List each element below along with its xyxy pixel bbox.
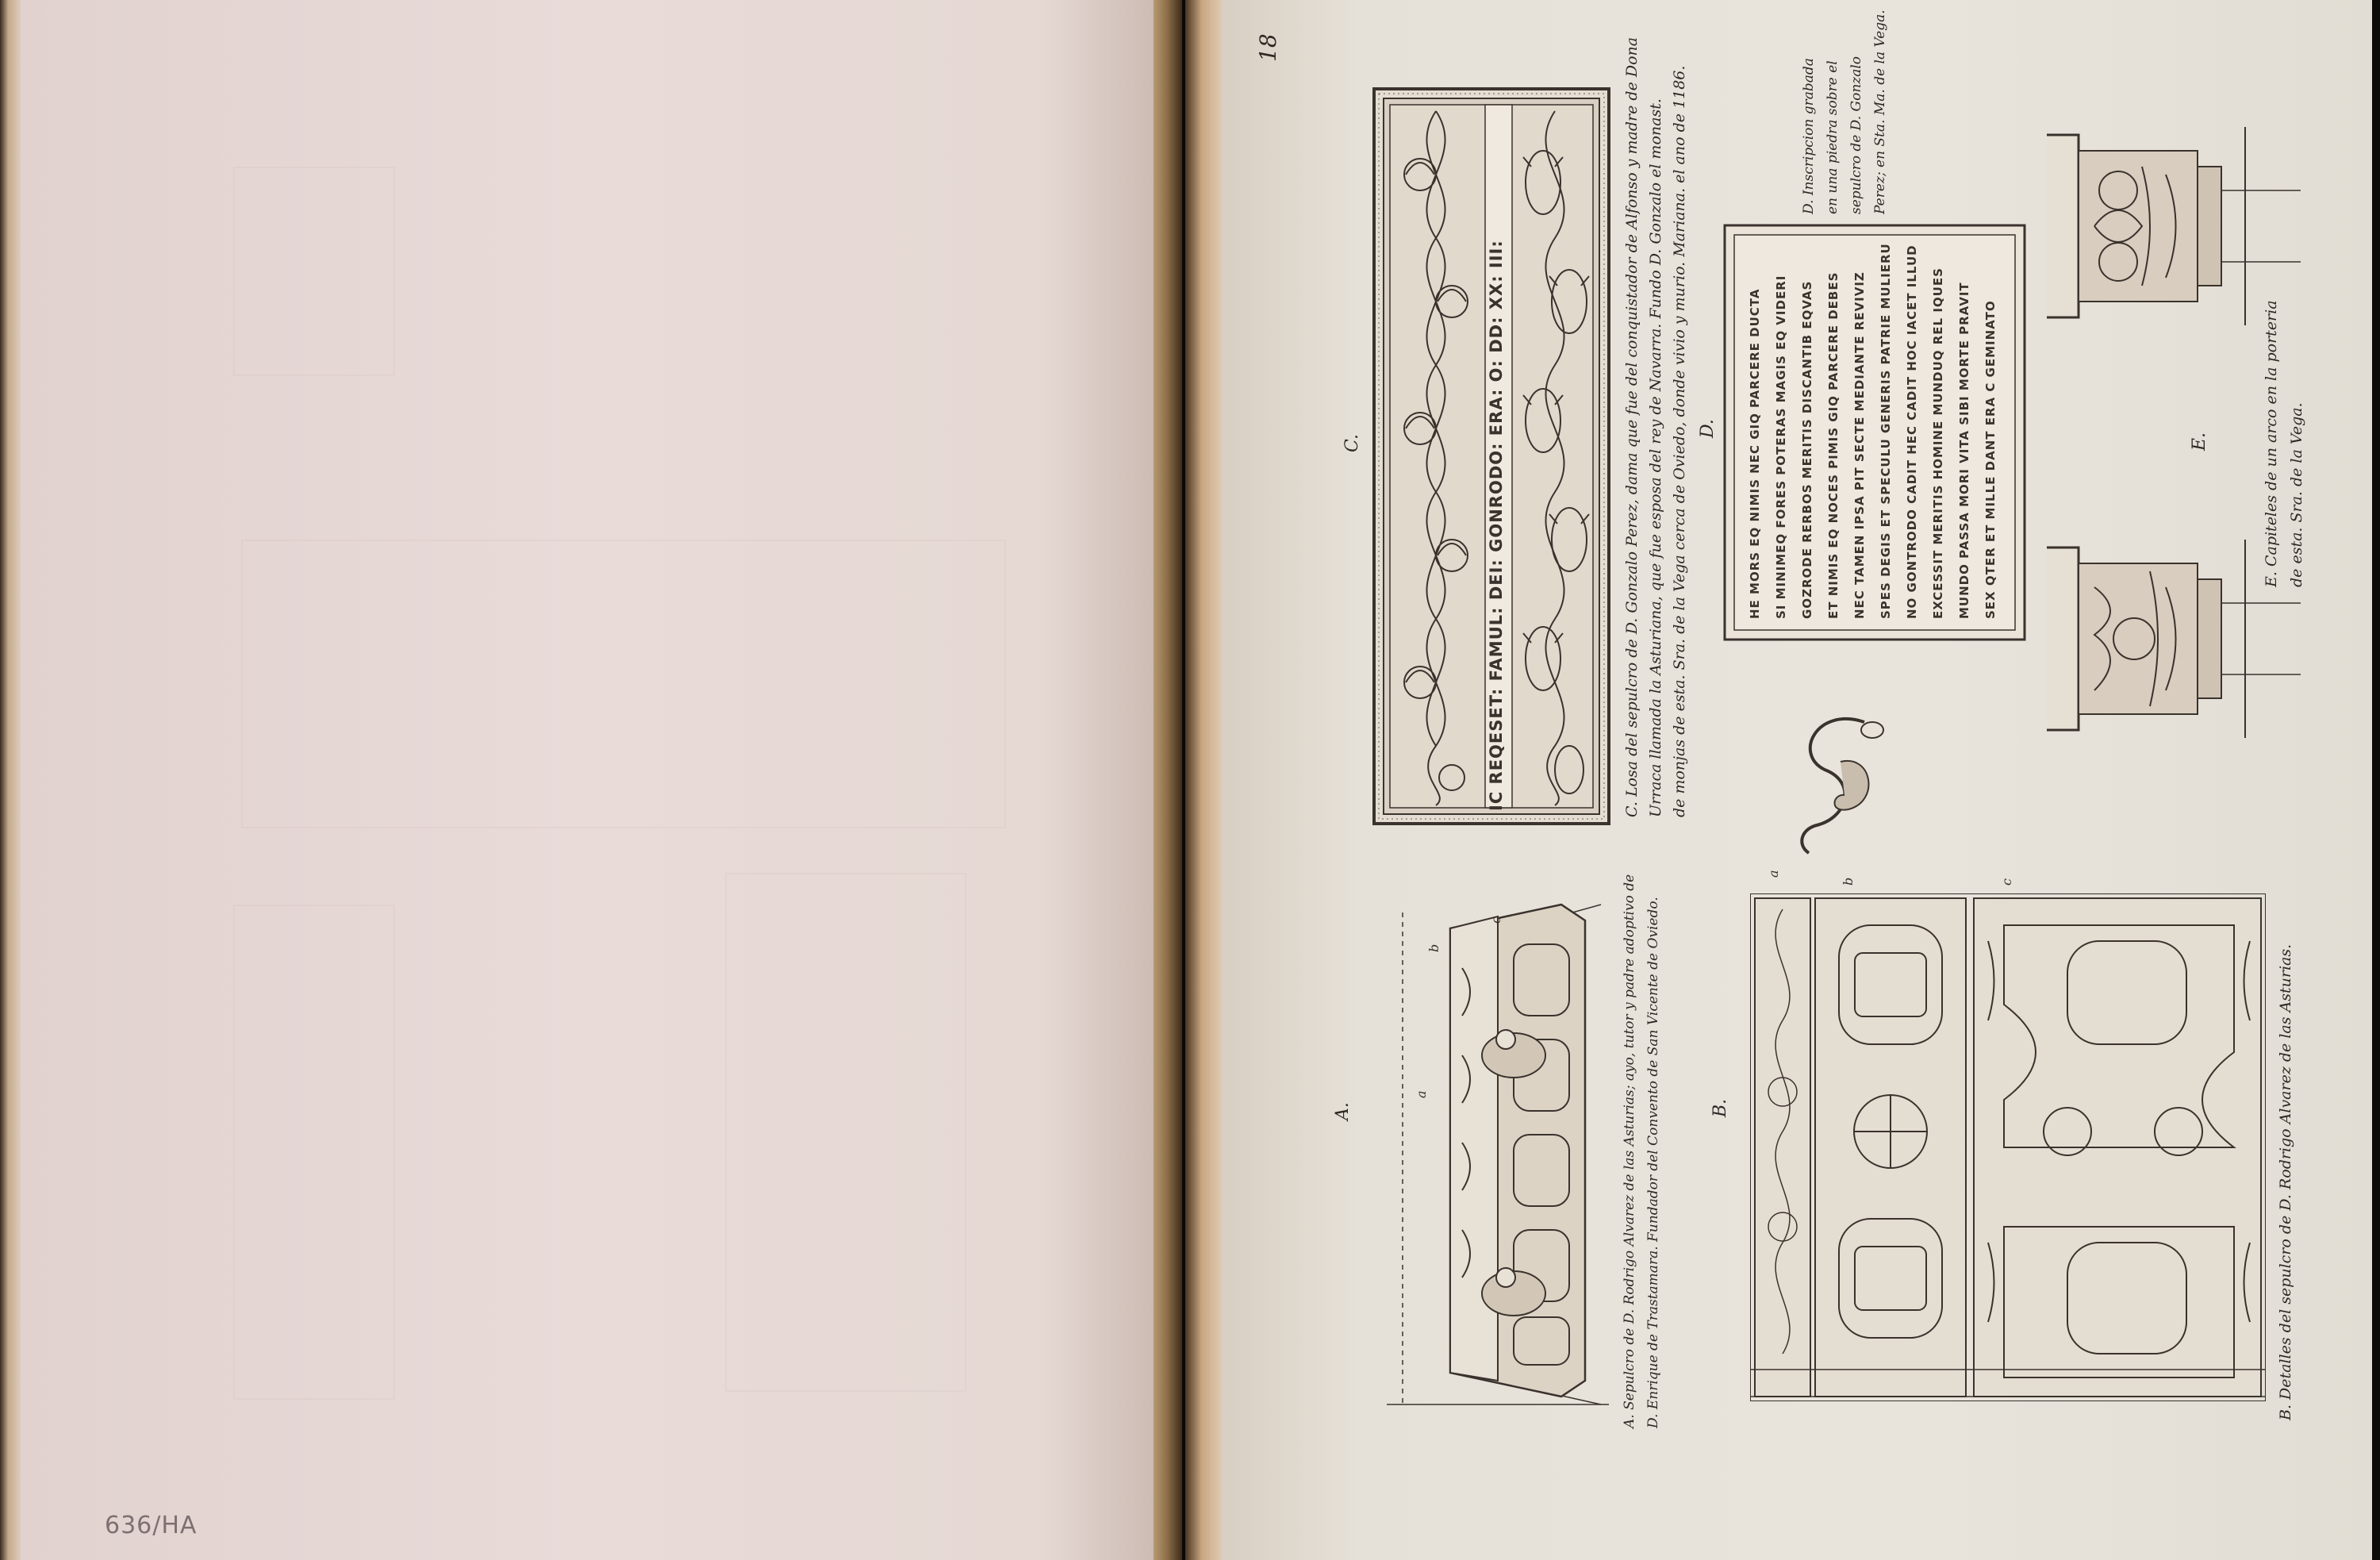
plate-c-letter: C. xyxy=(1342,433,1362,452)
spine-right-edge xyxy=(1185,0,1226,1560)
plate-a-letter: A. xyxy=(1333,1102,1353,1120)
inscription-line: GOZRODE RERBOS MERITIS DISCANTIB EQVAS xyxy=(1800,280,1814,619)
plate-b-label-c: c xyxy=(1999,878,2014,886)
plate-c-inscription: IC REQESET: FAMUL: DEI: GONRODO: ERA: O: DD: XX: III: xyxy=(1487,240,1506,811)
plate-a-label-b: b xyxy=(1426,943,1441,952)
inscription-line: ET NIMIS EQ NOCES PIMIS GIQ PARCERE DEBES xyxy=(1826,271,1841,619)
plate-b-details-drawing xyxy=(1750,893,2266,1401)
bleed-through-mark xyxy=(725,873,966,1392)
inscription-line: NO GONTRODO CADIT HEC CADIT HOC IACET ILLUD xyxy=(1905,244,1919,619)
inscription-line: EXCESSIT MERITIS HOMINE MUNDUQ REL IQUES xyxy=(1931,267,1945,619)
inscription-line: SPES DEGIS ET SPECULU GENERIS PATRIE MULIERU xyxy=(1879,243,1893,619)
left-page-edge xyxy=(0,0,21,1560)
plate-b-label-b: b xyxy=(1841,877,1856,886)
bleed-through-mark xyxy=(233,905,395,1400)
bleed-through-mark xyxy=(241,540,1006,828)
plate-a-tomb-drawing xyxy=(1379,897,1617,1412)
inscription-line: SI MINIMEQ FORES POTERAS MAGIS EQ VIDERI xyxy=(1774,275,1788,619)
plate-a-label-c: c xyxy=(1488,916,1503,924)
bleed-through-mark xyxy=(233,167,395,376)
left-page xyxy=(11,0,1154,1560)
inscription-line: NEC TAMEN IPSA PIT SECTE MEDIANTE REVIVIZ xyxy=(1852,271,1867,619)
page-number: 18 xyxy=(1255,33,1281,62)
plate-d-caption-line1: D. Inscripcion grabada xyxy=(1801,58,1817,214)
plate-d-caption-line4: Perez; en Sta. Ma. de la Vega. xyxy=(1872,10,1888,214)
spine-left-edge xyxy=(1154,0,1182,1560)
plate-d-letter: D. xyxy=(1698,419,1718,438)
shelfmark: 636/HA xyxy=(105,1512,198,1539)
plate-d-caption-line2: en una piedra sobre el xyxy=(1825,60,1841,214)
plate-b-label-a: a xyxy=(1766,870,1781,878)
inscription-line: SEX QTER ET MILLE DANT ERA C GEMINATO xyxy=(1983,300,1998,619)
plate-d-inscription-block xyxy=(1742,243,2004,619)
plate-e-caption-line2: de esta. Sra. de la Vega. xyxy=(2288,402,2305,587)
plate-b-letter: B. xyxy=(1710,1098,1730,1117)
plate-a-caption-line1: A. Sepulcro de D. Rodrigo Alvarez de las Asturias; ayo, tutor y padre adoptivo de xyxy=(1622,874,1637,1428)
hook-ornament-drawing xyxy=(1785,706,1896,865)
plate-c-caption-line2: Urraca llamada la Asturiana, que fue esposa del rey de Navarra. Fundo D. Gonzalo el monast. xyxy=(1647,98,1664,817)
plate-d-caption-line3: sepulcro de D. Gonzalo xyxy=(1848,56,1864,214)
plate-c-caption-line1: C. Losa del sepulcro de D. Gonzalo Perez, dama que fue del conquistador de Alfonso y madre de Dona xyxy=(1623,37,1641,817)
inscription-line: HE MORS EQ NIMIS NEC GIQ PARCERE DUCTA xyxy=(1748,288,1762,619)
plate-e-letter: E. xyxy=(2190,432,2209,451)
plate-a-label-a: a xyxy=(1414,1090,1429,1098)
plate-a-caption-line2: D. Enrique de Trastamara. Fundador del Convento de San Vicente de Oviedo. xyxy=(1645,897,1661,1428)
plate-c-caption-line3: de monjas de esta. Sra. de la Vega cerca de Oviedo, donde vivio y murio. Mariana. el ano de 1186. xyxy=(1671,65,1688,817)
plate-e-caption-line1: E. Capiteles de un arco en la porteria xyxy=(2263,300,2280,587)
plate-e-capital-upper xyxy=(2047,127,2301,325)
plate-b-caption: B. Detalles del sepulcro de D. Rodrigo Alvarez de las Asturias. xyxy=(2277,943,2294,1420)
inscription-line: MUNDO PASSA MORI VITA SIBI MORTE PRAVIT xyxy=(1957,282,1971,619)
